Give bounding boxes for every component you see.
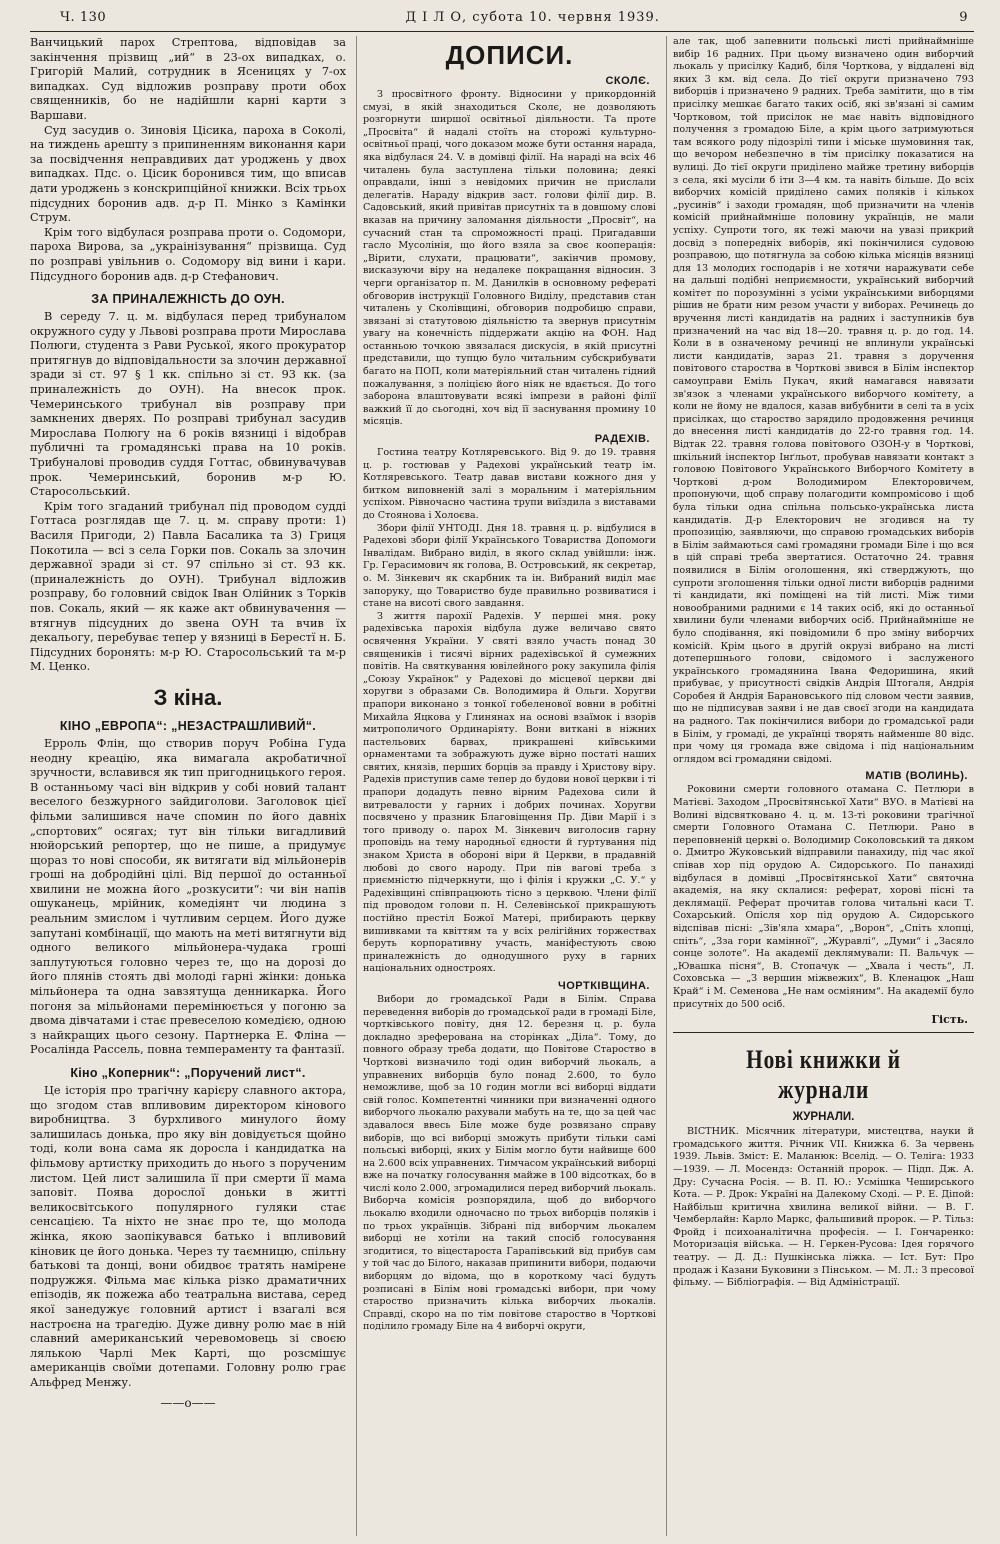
correspondence-section-heading: ДОПИСИ. <box>445 40 574 70</box>
oun-article-para-1: В середу 7. ц. м. відбулася перед трибуналом окружного суду у Львові розправа проти Мирослава Полюги, студента з Рави Руської, якого прокуратор притягнув до відповідальности за злочин державної зради зі ст. 97 § 1 кк. спільно зі ст. 93 кк. (за приналежність до ОУН). На внесок прок. Чемеринського трибунал вів розправу при замкнених дверях. По розправі трибунал засудив Мирослава Полюгу на 6 років вязниці і відобрав публичні та громадянські права на 10 років. Трибуналові проводив суддя Готтас, обвинувачував прок. Чемеринський, боронив м-р Ю. Старосольський. <box>30 310 346 499</box>
radekhiv-untodi-report: Збори філії УНТОДІ. Дня 18. травня ц. р. відбулися в Радехові збори філії Українського Товариства Допомоги Інвалідам. Вибрано виділ, в якого склад увійшли: інж. Гр. Герасимович як голова, В. Островський, як секретар, о. М. Зінкевич як скарбник та ін. Вибраний виділ має запоруку, що Товариство буде правильно розвиватися і стане на висоті свого завдання. <box>363 522 656 610</box>
film-review-1-headline: КІНО „ЕВРОПА“: „НЕЗАСТРАШЛИВИЙ“. <box>59 718 317 733</box>
dateline-radekhiv: РАДЕХІВ. <box>594 433 650 446</box>
page-number: 9 <box>959 10 968 25</box>
dateline-skole: СКОЛЄ. <box>605 75 650 87</box>
dateline-mativ: МАТІВ (ВОЛИНЬ). <box>865 770 968 783</box>
new-books-section-heading: Нові книжки й журнали <box>746 1045 901 1105</box>
vistnyk-journal-listing: ВІСТНИК. Місячник літератури, мистецтва, науки й громадського життя. Річник VII. Книжка 6. За червень 1939. Львів. Зміст: Е. Маланюк: Вселід. — О. Теліга: 1933—1939. — Л. Мосендз: Останній пророк. — Підп. Дж. А. Дру: Сучасна Росія. — В. П. Ю.: Усмішка Чеширського Кота. — Р. Дрок: Україні на Далекому Сході. — Р. Е. Діпой: Найбільш критична хвилина великої війни. — В. Г. Чемберлайн: Карло Маркс, фальшивий пророк. — Р. Тільз: Фройд і психоаналітична професія. — І. Гончаренко: Моторизація війська. — Н. Геркен-Русова: Ідея горячого театру. — Д. Д.: Пушкінська ліжка. — Іст. Бут: Про продаж і Казани Буковини з Пінськом. — М. Л.: З пресової фільму. — Бібліографія. — Від Адміністрації. <box>673 1126 974 1289</box>
section-separator: ——о—— <box>160 1396 216 1411</box>
dateline-chortkivshchyna: ЧОРТКІВЩИНА. <box>558 979 650 992</box>
journals-subheading: ЖУРНАЛИ. <box>792 1111 855 1124</box>
page-issue-number: Ч. 130 <box>60 10 107 25</box>
bile-elections-report: Вибори до громадської Ради в Білім. Справа переведення виборів до громадської ради в громаді Біле, чортківського повіту, дня 12. березня ц. р. була докладно зреферована на сторінках „Діла“. Тому, до повного образу треба додати, що Повітове Староство в Чорткові визначило тоді один виборчий льокаль, а управнених виборців було понад 2.600, то було неможливе, щоб за 10 годин могли всі виборці віддати свій голос. Компетентні чинники при визначенні одного виборчого льокалю рахували мабуть на те, що за цей час здавалося ввесь Біле може буде розвязано справу виборів, що всі виборці зможуть прибути тільки самі польські виборці, яких у Білім могло бути найвище 600 на 2.600 всіх управнених. Тимчасом український виборці вже на початку голосування майже в 100 відсотках, бо в числі коло 2.000, згромадилися перед виборчий льокаль. Виборча комісія розпорядила, щоб до виборчого льокалю входили одночасно по трьох виборців поляків і по трьох українців. Зібрані під виборчим льокалем виборці не хотіли на такий спосіб голосування згодитися, то віцестароста Гарапівський від прибув сам у той час до Білого, наказав припинити вибори, подаючи виборцям до відома, що в короткому часі будуть розписані в Білім нові громадські вибори, при чому староство призначить кілька виборчих льокалів. Справді, скоро на по тім повітове староство в Чорткові поділило громаду Біле на 4 виборчі округи, <box>363 993 656 1333</box>
column-left <box>30 36 346 1536</box>
court-article-para-2: Суд засудив о. Зиновія Цісика, пароха в Соколі, на тиждень арешту з припиненням виконання кари за посвідчення неправдивих дат уроджень у двох випадках. Пдс. о. Цісик боронився тим, що вписав дати уроджень з конскрипційної книжки. Всіх трьох підсудних боронив адв. д-р П. Мінко з Камінки Струм. <box>30 123 346 225</box>
bile-elections-continued: але так, щоб запевнити польські листі прийнаймніше вибір 16 радних. При цьому визначено один виборчий льокаль у присілку Кадиб, біля Чорткова, у віддалені від яких 3 км. від села. До тієї округи призначено 793 виборців і призначено 9 радних. Треба замітити, що в тім присілку мешкає багато таких осіб, які зв'язані зі самим Чортковом, той присілок не має навіть відповідного получення з громадою Біле, а крім цього затримуються там всякого роду підозрілі типи і міське шумовиння так, що вечором небезпечно в тім присілку показатися на вулиці. До тієї округи приділено майже третину виборців з села, які мусіли б іти 3—4 км. та навіть більше. До всіх виборчих комісій приділено самих поляків і кількох „русинів“ і заходи громадян, щоб призначити на членів комісій прийнаймніше половину українців, не мали успіху. Супроти того, як тежі маючи на увазі прикрий досвід з попередніх виборів, які покінчилися судовою розправою, що потягнула за собою кілька місяців вязниці для 13 молодих господарів і не хотячи наражувати себе на дальші подібні неприємности, український виборчий комітет по порозумінні з усіми українськими виборцями рішив не брати ним резом участи у виборах. Речинець до вручення листі кандидатів на радних і заступників був призначений на час від 18—20. травня ц. р. до год. 14. Коли в в означеному речинці не вплинули українські листи кандидатів, зараз 21. травня з доручення повітового староства в Чорткові звився в Білім інспектор самоуправи Еміль Пукач, який намагався навязати зв'язок з членами українського виборчого комітету, а коли не йому не вдалося, казав вибубнити в селі та в усіх присілках, що староство зарядило продовження речинця до внесення листі кандидатів до 22-го травня год. 14. Відтак 22. травня голова повітового ОЗОН-у в Чорткові, шкільний інспектор Інґльот, пробував навязати контакт з головою Повітового Українського Виборчого Комітету в Чорткові д-ром Володимиром Електоровичем, пропонуючи, щоб справу полагодити компромісово і щоб була тільки одна спільна польсько-українська листа кандидатів. Д-р Електорович не згодився на ту пропозицію, заявляючи, що справою громадських виборів в Білім займаються самі громадяни громади Біле і що вся в цій справі треба звертатися. Остаточно 24. травня появилися в Білім оголошення, які стверджують, що супроти зголошення тільки одної листи виборців радними ті кандидати, які поміщені на тій листі. Між тими новообраними радними є 14 таких осіб, які до останньої хвилини були членами виборчих осіб. Прийнаймніше не було сподівання, які повідомили б про зміну виборчих комісій. Крім цього в другій окрузі вибрано на листі дотепершнього голови, свідомого і заслуженого українського громадянина Івана Федоришина, який прибуває, у присутності свідків Андрія Штогаля, Андрія Соробея й Андрія Барановського під словом чести заявив, що не підписував заяви і не дав своєї згоди на кандидата на радного. Так покінчилися вибори до громадської ради в Білім, у громаді, де українці творять найменше 80 відс. при чому ця громада вже свідома і під національним оглядом всі громадяни свідомі. <box>673 36 974 765</box>
court-article-para-3: Крім того відбулася розправа проти о. Содомори, пароха Вирова, за „украінізування“ прізвища. Суд по розправі увільнив о. Содомору від вини і кари. Підсудного боронив адв. д-р Стефанович. <box>30 225 346 283</box>
cinema-section-heading: З кіна. <box>153 684 223 710</box>
oun-article-para-2: Крім того згаданий трибунал під проводом судді Готтаса розглядав ще 7. ц. м. справу проти: 1) Василя Пригоди, 2) Павла Басалика та 3) Гриця Покотила — всі з села Горки пов. Сокаль за злочин державної зради зі ст. 97 спільно зі ст. 93 кк. (приналежність до ОУН). Трибунал відложив розправу, бо головний свідок Іван Олійник з Торків пов. Сокаль, який — як каже акт обвинувачення — втягнув підсудних до звена ОУН та вчив їх декальогу, перебуває тепер у вязниці в Берестї н. Б. Підсудних боронять: м-р Ю. Старосольський та м-р М. Ценко. <box>30 499 346 674</box>
petliura-anniversary-report: Роковини смерти головного отамана С. Петлюри в Матієві. Заходом „Просвітянської Хати“ ВУО. в Матієві на Волині відсвятковано 4. ц. м. 13-ті роковини трагічної смерти Головного Отамана С. Петлюри. Рано в переповненій церкві о. Володимир Соколовський та дяком о. Дмитро Жуковський відправили панахиду, під час якої співав хор під орудою А. Сидорського. По панахиді відбулася в домівці „Просвітянської Хати“ святочна академія, на яку склалися: реферат, хорові пісні та деклямації. Реферат прочитав голова читальні каси Т. Сохарський. Опісля хор під орудою А. Сидорського відспівав пісні: „Зів'яла хмара“, „Ворон“, „Спіть хлопці, спіть“, „Зза гори камінної“, „Журавлі“, „Думи“ і „Засяло сонце золоте“. На академії деклямували: П. Вальчук — „Ювашка пісня“, В. Стопачук — „Хвала і честь“, Л. Соховська — „З вершин міжвежих“, В. Кленацюк „Наш Край“ і М. Семенова „Не нам осміяним“. На академії було присутніх до 500 осіб. <box>673 784 974 1010</box>
film-review-2-text: Це історія про трагічну карієру славного актора, що згодом став впливовим директором кінового виробництва. З бурхливого минулого йому залишилась донька, про яку він довідується щойно тоді, коли вона сама як доросла і кандидатка на фільмову артистку приходить до нього з порученим листом. Цей лист залишила її при смерти її мама заповіт. Поява дорослої доньки в житті великосвітського популярного гуляки стає сенсацією. Та ніхто не знає про те, що молода жінка, якою заопікувався батько і впливовий кіновик це його донька. Через ту таємницю, спільну батькові та донці, вони обидвоє тратять намірене подружжя. Фільма має кілька різко драматичних епізодів, як пожежа або театральна вистава, серед якої занедужує головний артист і взагалі вся настроєна на трагедію. Дуже дивну ролю має в ній славний американський черевомовець зі своєю лялькою Чарлі Мек Карті, що розсмішує американців своїми дотепами. Головну ролю грає Альфред Менжу. <box>30 1084 346 1389</box>
newspaper-title-date: Д І Л О, субота 10. червня 1939. <box>405 10 660 25</box>
divider-rule <box>673 1032 974 1033</box>
oun-article-headline: ЗА ПРИНАЛЕЖНІСТЬ ДО ОУН. <box>91 292 285 307</box>
masthead <box>30 10 974 32</box>
column-middle <box>356 36 656 1536</box>
author-signature: Гість. <box>931 1013 968 1027</box>
radekhiv-theatre-report: Гостина театру Котляревського. Від 9. до 19. травня ц. р. гостював у Радехові український театр ім. Котляревського. Театр давав вистави кожного дня у битком виповненій залі з моральним і матеріяльним успіхом. Рівночасно частина трупи виїздила з виставами до Стоянова і Холоєва. <box>363 447 656 521</box>
court-article-para-1: Ванчицький парох Стрептова, відповідав за закінчення прізвищ „ий“ в 23-ох випадках, о. Григорій Малий, сотрудник в Ясеницях у 7-ох випадках. Суд відложив розправу проти обох священників, бо не надійшли карні карти з Варшави. <box>30 36 346 122</box>
radekhiv-parish-report: З життя парохії Радехів. У першеі мня. року радехівська парохія відбула дуже величаво свято освячення України. У святі взяло участь понад 30 священиків і тисячі вірних радехівської й сумежних повітів. На святкування ювілейного року закупила філія „Союзу Українок“ у Радехові до місцевої церкви дві хоругви з образами Св. Володимира й Ольги. Хоругви прапори виконано з тонкої гобеленової вовни в робітні Михайла Яцкова у Глинянах на основі взаїмок і взорів митрополичого Ординаріяту. Вони виткані в ніжних пастельових барвах, прикрашені київськими орнаментами та зображують дуже вірно постаті наших святих, князів, перших борців за правду і Христову віру. Радехів приступив саме тепер до будови нової церкви і ті прапори додадуть певно вірним Радехова сили й витревалости у гарних і добрих починах. Хоругви посвячено у празник Благовіщення Пр. Діви Марії і з того приводу о. парох М. Зінкевич виголосив гарну проповідь на тему народньої єдности й гуртування під знаком Христа в обороні віри й Церкви, в прадавній любові до свого народу. При пів вагові треба з приємністю підчеркнути, що і філія і кружки „С. У.“ у Радехівщині співпрацюють тісно з церквою. Члени філії під проводом голови п. Н. Селевінської прикрашують постійно престіл Божої Матері, прибирають церкву вишивками та квіттям та у всіх релігійних торжествах беруть корпоративну участь, маніфестують свою приналежність до однодушного руху в гарних національних одностроях. <box>363 610 656 975</box>
column-right <box>666 36 974 1536</box>
columns <box>30 36 974 1536</box>
film-review-1-text: Ерроль Флін, що створив поруч Робіна Гуда неодну креацію, яка вимагала акробатичної зручности, вславився як тип пригодницького героя. В останньому часі він відкрив у собі новий талант веселого безжурного зайдиголови. Заголовок цієї фільми залишився наче спомин по його давніх „спортових“ осягах; тут він тільки вигадливий нюйорський репортер, що не пише, а придумує щораз то нові способи, як витягати від мільйонерів гроші на добродійні цілі. Від першої до останньої хвилини не можна його „розкусити“: чи він напів ошуканець, мрійник, комедіянт чи людина з реальним змислом і чутливим серцем. Його дуже запутані комбінації, що мають на меті витягнути від одного великого мільйонера-чудака гроші заплутуються головно через те, що на дорозі до його плянів стоять дві молоді гарні жінки: донька мільйонера та одна завзятуща денникарка. Його погоня за мільйонами перемінюється у погоню за двома дівчатами і стає превеселою комедією, одною з найкращих цього сезону. Партнерка Е. Фліна — Росалінда Рассель, повна темпераменту та фантазії. <box>30 736 346 1057</box>
film-review-2-headline: Кіно „Коперник“: „Поручений лист“. <box>70 1066 306 1080</box>
skole-report: З просвітного фронту. Відносини у прикордонній смузі, в якій знаходиться Сколє, не дозволяють розгорнути ширшої освітньої діяльности. Та проте „Просвіта“ й надалі стоїть на сторожі культурно-освітньої праці, чого доказом може бути остання нарада, яка відбулася 24. V. в домівці філії. На нараді на всіх 46 читалень була заступлена тільки половина; деякі оправдали, інші з невідомих причин не прислали делегатів. Нараду відкрив заст. голови філії дир. В. Садовський, який привітав присутніх та в довшому слові вказав на причину заломання діяльности „Просвіт“, на сучасний стан та спроможності праці. Пригадавши гасло Мусолінія, що його взяла за своє кооперація: „Вірити, слухати, працювати“, закінчив промову, висказуючи віру на недалеке покращання відносин. З черги організатор п. М. Данилків в основному рефераті обговорив інструкції Головного Виділу, представив стан читалень у Сколівщині, обговорив подробицю справи, звязані зі статутовою діяльністю та звернув присутнім увагу на конечність піддержати акцію на ФОН. Над останньою точкою звязалася дискусія, в якій присутні представили, що тупцю було читальним субскрибувати багато на ПОП, коли матеріяльний стан читалень гідний пожалування, з поліцією його ніяк не вдається. До того заборона влаштовувати всякі імпрези в районі філії важкий її до сьогодні, хоч від її заснування промину 10 місяців. <box>363 89 656 428</box>
